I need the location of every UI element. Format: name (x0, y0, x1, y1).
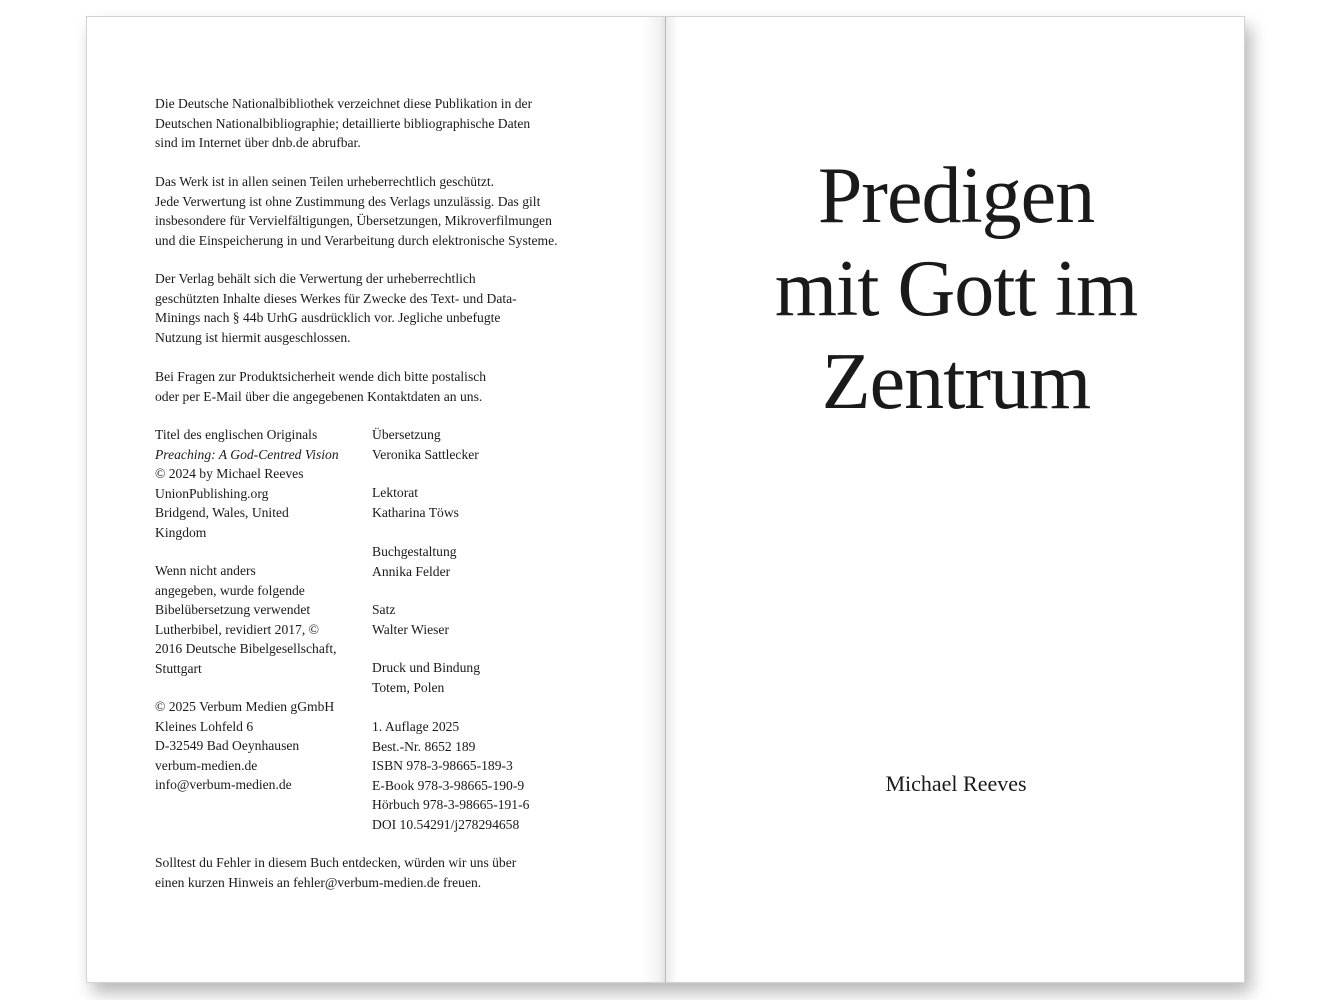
credit-role: Buchgestaltung (372, 544, 457, 559)
text-line: © 2024 by Michael Reeves (155, 466, 304, 481)
publisher-heading: © 2025 Verbum Medien gGmbH (155, 699, 335, 714)
safety-notice (155, 367, 486, 406)
text-line: geschützten Inhalte dieses Werkes für Zwecke des Text- und Data- (155, 290, 517, 306)
text-line: Kingdom (155, 524, 207, 540)
author-name: Michael Reeves (885, 771, 1027, 796)
isbn: ISBN 978-3-98665-189-3 (372, 758, 513, 773)
book-title-line: mit Gott im (774, 245, 1138, 333)
credit-printing (372, 658, 480, 697)
text-line: info@verbum-medien.de (155, 777, 292, 792)
errata-notice (155, 853, 516, 892)
credit-name: Totem, Polen (372, 679, 445, 695)
text-line: oder per E-Mail über die angegebenen Kontaktdaten an uns. (155, 388, 483, 404)
copyright-notice (155, 172, 558, 250)
text-line: verbum-medien.de (155, 757, 258, 773)
order-number: Best.-Nr. 8652 189 (372, 738, 476, 754)
publisher-block (155, 697, 334, 795)
text-line: UnionPublishing.org (155, 485, 269, 501)
text-line: Kleines Lohfeld 6 (155, 718, 254, 734)
original-title-heading: Titel des englischen Originals (155, 427, 318, 442)
text-line: und die Einspeicherung in und Verarbeitung durch elektronische Systeme. (155, 232, 558, 248)
bible-translation-heading: Bibelübersetzung verwendet (155, 602, 311, 617)
text-line: insbesondere für Vervielfältigungen, Übersetzungen, Mikroverfilmungen (155, 213, 552, 228)
text-line: D-32549 Bad Oeynhausen (155, 738, 300, 753)
credit-role: Lektorat (372, 485, 419, 500)
text-line: einen kurzen Hinweis an fehler@verbum-medien.de freuen. (155, 874, 482, 890)
text-line: Der Verlag behält sich die Verwertung der urheberrechtlich (155, 271, 476, 286)
original-title-block (155, 425, 339, 542)
text-line: Stuttgart (155, 660, 202, 676)
credit-editing (372, 483, 459, 522)
text-line: Lutherbibel, revidiert 2017, © (155, 621, 319, 637)
text-line: Solltest du Fehler in diesem Buch entdecken, würden wir uns über (155, 855, 517, 870)
audiobook-isbn: Hörbuch 978-3-98665-191-6 (372, 797, 530, 812)
text-line: Minings nach § 44b UrhG ausdrücklich vor. Jegliche unbefugte (155, 310, 501, 325)
credit-role: Satz (372, 602, 396, 617)
credit-role: Druck und Bindung (372, 660, 480, 675)
credit-name: Katharina Töws (372, 504, 459, 520)
doi: DOI 10.54291/j278294658 (372, 816, 520, 832)
cip-notice (155, 94, 532, 153)
gutter-shadow-left (641, 17, 666, 982)
bible-translation-block (155, 561, 337, 678)
text-line: Jede Verwertung ist ohne Zustimmung des Verlags unzulässig. Das gilt (155, 193, 541, 209)
text-line: Nutzung ist hiermit ausgeschlossen. (155, 329, 351, 345)
credit-role: Übersetzung (372, 427, 441, 442)
text-line: Bridgend, Wales, United (155, 505, 289, 520)
edition-line: 1. Auflage 2025 (372, 719, 460, 734)
text-line: Das Werk ist in allen seinen Teilen urheberrechtlich geschützt. (155, 174, 495, 189)
tdm-notice (155, 269, 517, 347)
text-line: Die Deutsche Nationalbibliothek verzeichnet diese Publikation in der (155, 96, 533, 111)
edition-block (372, 717, 529, 834)
bible-translation-heading: Wenn nicht anders (155, 563, 256, 578)
text-line: Deutschen Nationalbibliographie; detaillierte bibliographische Daten (155, 115, 531, 131)
credit-name: Annika Felder (372, 563, 451, 579)
imprint-page (86, 16, 666, 983)
title-page (665, 16, 1245, 983)
book-spread (86, 16, 1245, 983)
credit-translation (372, 425, 479, 464)
book-title-line: Zentrum (821, 338, 1091, 426)
original-title: Preaching: A God-Centred Vision (155, 446, 339, 462)
text-line: 2016 Deutsche Bibelgesellschaft, (155, 641, 337, 656)
bible-translation-heading: angegeben, wurde folgende (155, 582, 305, 598)
text-line: sind im Internet über dnb.de abrufbar. (155, 135, 361, 150)
credit-design (372, 542, 457, 581)
gutter-shadow-right (666, 17, 678, 982)
book-title (666, 150, 1246, 429)
ebook-isbn: E-Book 978-3-98665-190-9 (372, 777, 525, 793)
credit-typesetting (372, 600, 449, 639)
credit-name: Veronika Sattlecker (372, 446, 479, 462)
credit-name: Walter Wieser (372, 621, 449, 637)
text-line: Bei Fragen zur Produktsicherheit wende dich bitte postalisch (155, 369, 487, 384)
book-title-line: Predigen (817, 152, 1095, 240)
